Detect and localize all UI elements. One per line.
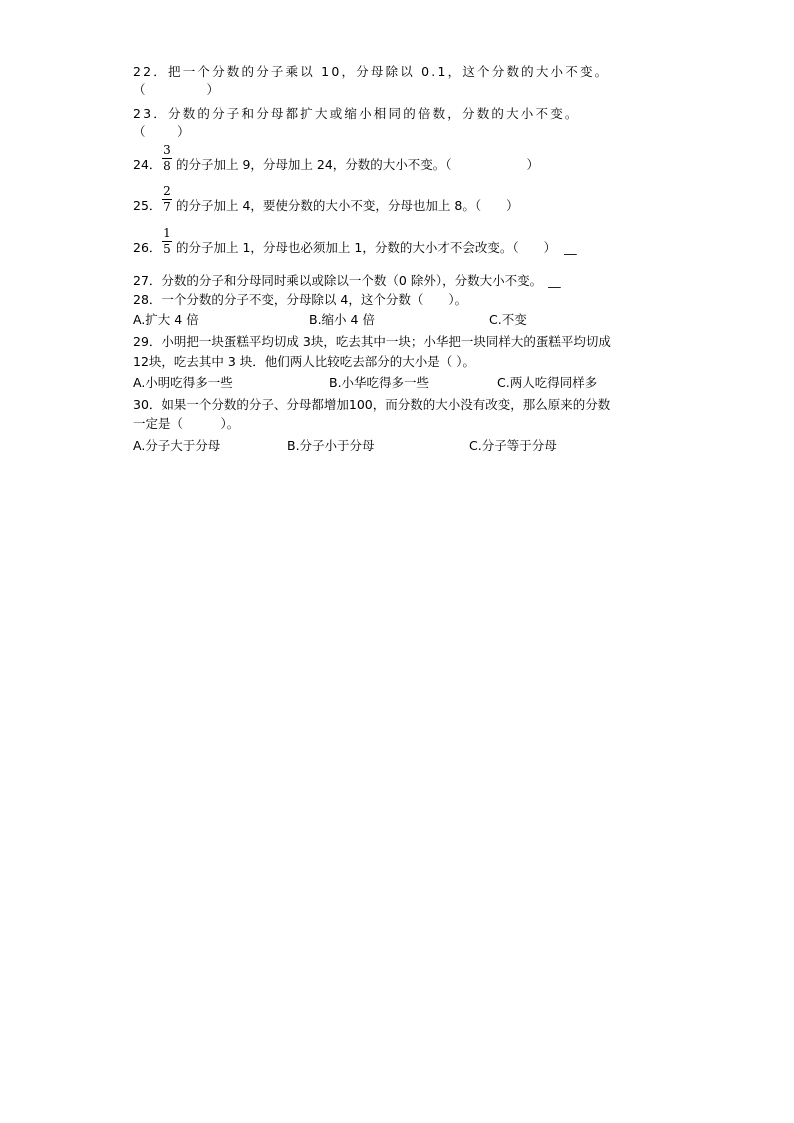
fraction-denominator: 7	[163, 200, 171, 214]
question-28-text: 28．一个分数的分子不变，分母除以 4，这个分数（ ）。	[133, 292, 468, 307]
fraction-numerator: 3	[163, 143, 171, 157]
question-25-number: 25．	[133, 198, 162, 213]
question-28-option-c: C.不变	[489, 312, 527, 327]
question-24	[133, 157, 539, 173]
question-24-number: 24．	[133, 157, 162, 172]
question-24-fraction	[162, 144, 172, 173]
question-30-line-1: 30．如果一个分数的分子、分母都增加100，而分数的大小没有改变，那么原来的分数	[133, 397, 611, 412]
question-27-text: 27．分数的分子和分母同时乘以或除以一个数（0 除外），分数大小不变。	[133, 273, 543, 288]
question-29-line-1: 29．小明把一块蛋糕平均切成 3块，吃去其中一块；小华把一块同样大的蛋糕平均切成	[133, 334, 611, 349]
question-26-number: 26．	[133, 240, 162, 255]
question-30-option-a: A.分子大于分母	[133, 438, 221, 453]
question-26	[133, 240, 577, 256]
question-28-option-a: A.扩大 4 倍	[133, 312, 199, 327]
question-29-line-2: 12块，吃去其中 3 块．他们两人比较吃去部分的大小是（ ）。	[133, 354, 476, 369]
fraction-numerator: 2	[163, 184, 171, 198]
question-29-option-a: A.小明吃得多一些	[133, 375, 233, 390]
question-30-line-2: 一定是（ ）。	[133, 416, 240, 431]
question-25-fraction	[162, 185, 172, 214]
question-29-option-c: C.两人吃得同样多	[497, 375, 598, 390]
question-27	[133, 273, 561, 289]
question-22-line-1: 22．把一个分数的分子乘以 10，分母除以 0.1，这个分数的大小不变。	[133, 64, 610, 79]
question-23-answer-blank: （ ）	[133, 124, 192, 139]
question-30-option-c: C.分子等于分母	[469, 438, 557, 453]
question-25-text: 的分子加上 4，要使分数的大小不变，分母也加上 8。（ ）	[176, 198, 519, 213]
question-26-fraction	[162, 227, 172, 256]
question-26-underline-blank: __	[564, 240, 577, 255]
question-30-option-b: B.分子小于分母	[287, 438, 375, 453]
fraction-denominator: 8	[163, 159, 171, 173]
question-23-line-1: 23．分数的分子和分母都扩大或缩小相同的倍数，分数的大小不变。	[133, 106, 580, 121]
question-27-underline-blank: __	[548, 273, 561, 288]
question-22-answer-blank: （ ）	[133, 82, 222, 97]
question-26-text: 的分子加上 1，分母也必须加上 1，分数的大小才不会改变。（ ）	[176, 240, 557, 255]
question-24-text: 的分子加上 9，分母加上 24，分数的大小不变。（ ）	[176, 157, 540, 172]
question-25	[133, 198, 519, 214]
question-28-option-b: B.缩小 4 倍	[309, 312, 375, 327]
question-29-option-b: B.小华吃得多一些	[329, 375, 430, 390]
fraction-numerator: 1	[163, 226, 171, 240]
fraction-denominator: 5	[163, 242, 171, 256]
